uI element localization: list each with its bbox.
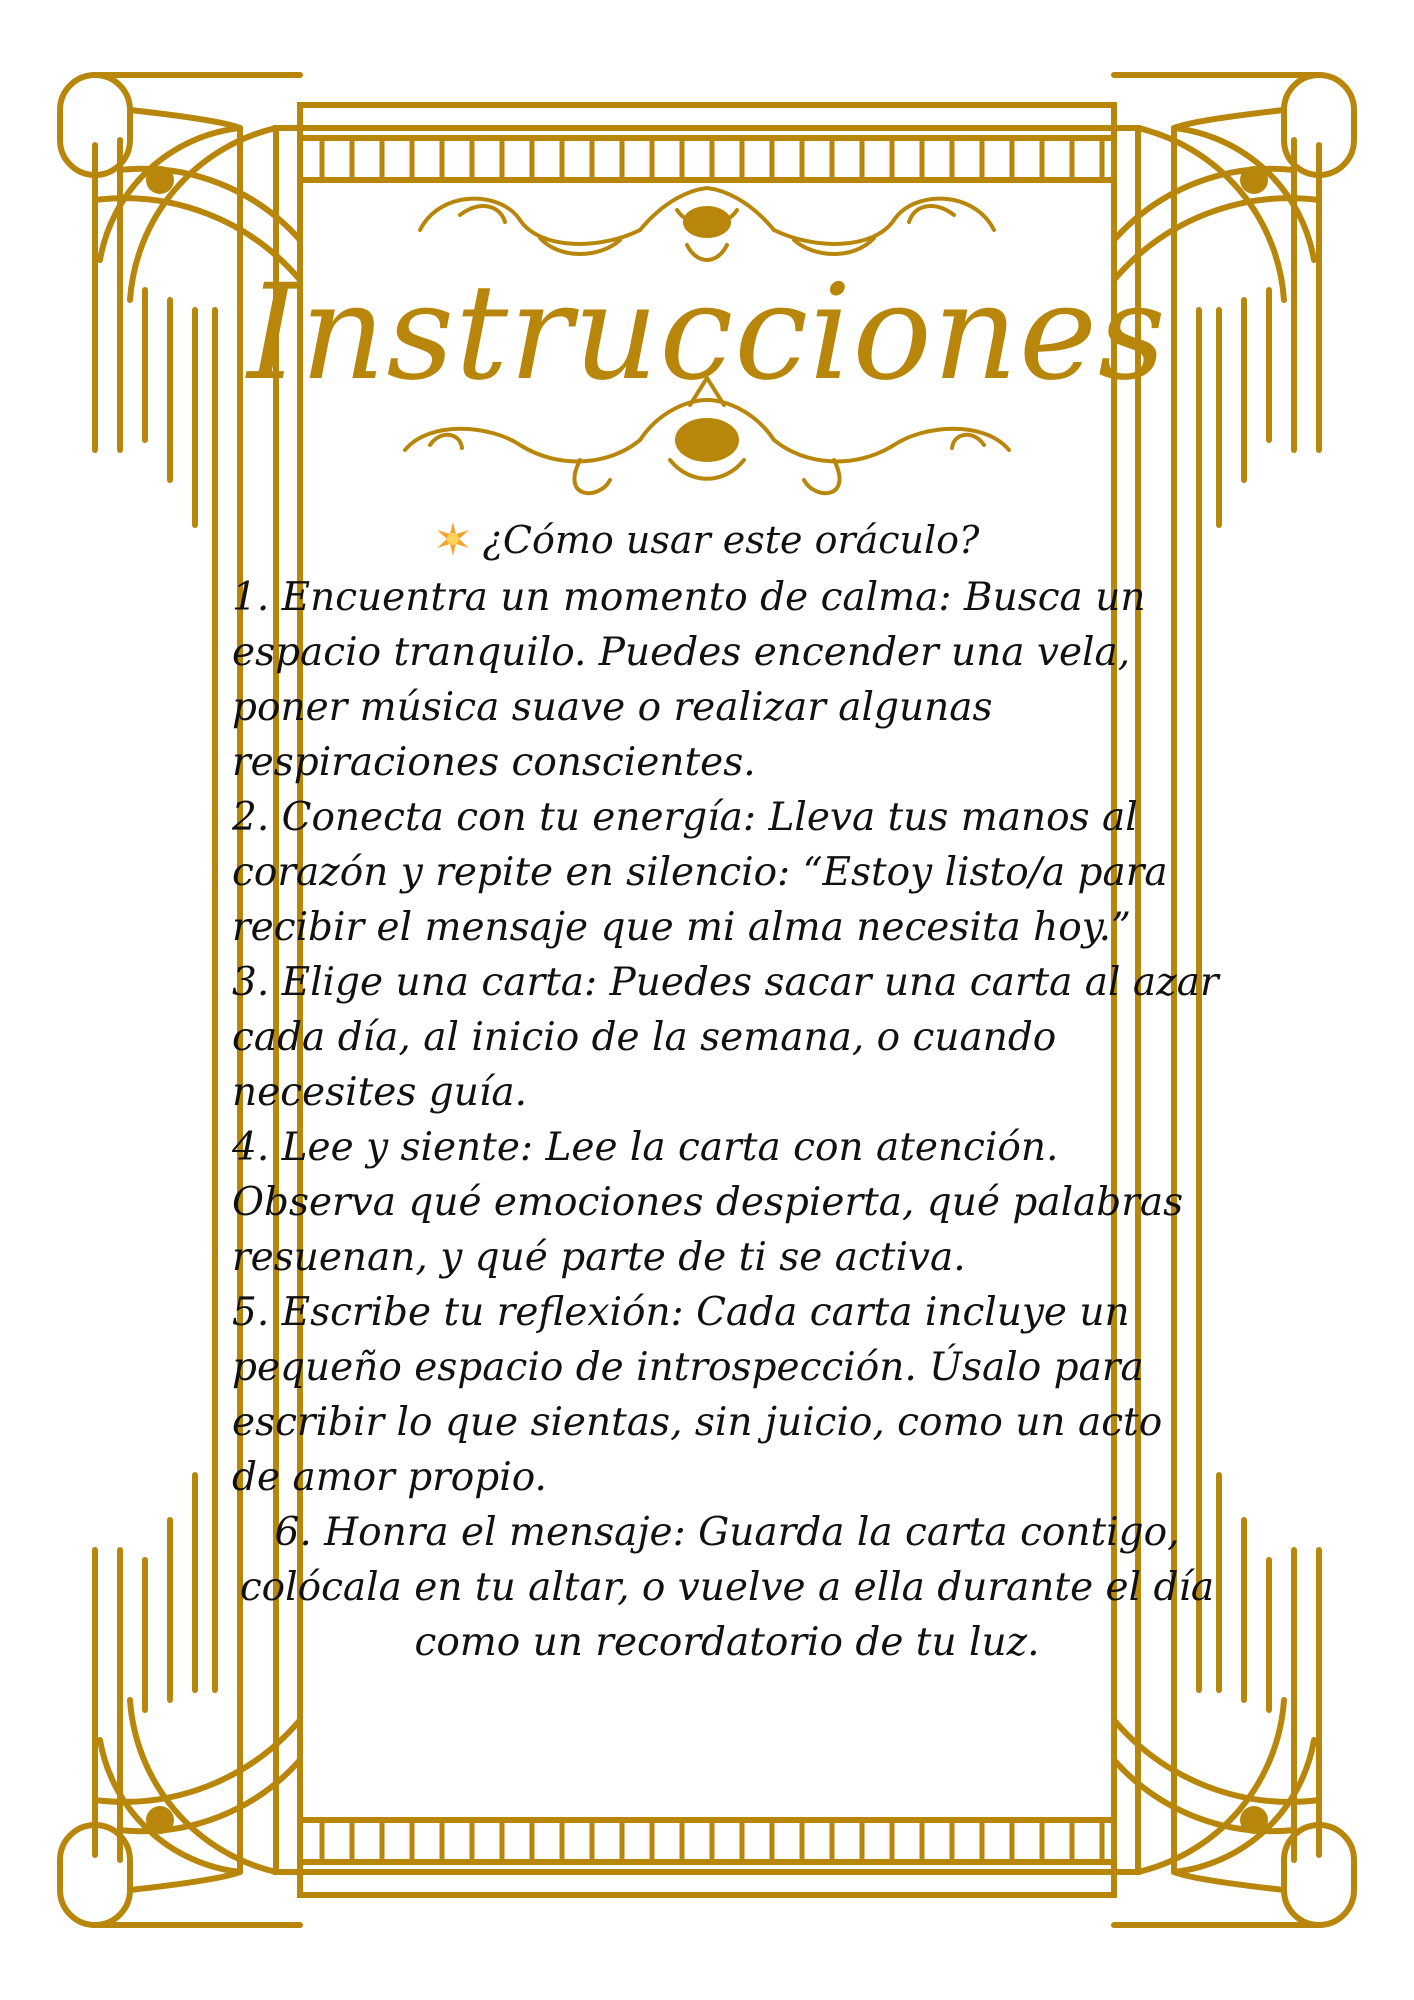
- corner-dot: [1240, 1806, 1268, 1834]
- corner-dot: [1240, 166, 1268, 194]
- instruction-step: 3. Elige una carta: Puedes sacar una carta al azar cada día, al inicio de la semana, o cuando necesites guía.: [232, 960, 1219, 1115]
- instruction-step: 4. Lee y siente: Lee la carta con atención. Observa qué emociones despierta, qué palabras resuenan, y qué parte de ti se activa.: [232, 1125, 1184, 1280]
- corner-dot: [146, 166, 174, 194]
- instruction-step: 6. Honra el mensaje: Guarda la carta contigo, colócala en tu altar, o vuelve a ella durante el día como un recordatorio de tu luz.: [239, 1510, 1215, 1665]
- top-ornament-icon: [420, 188, 994, 260]
- subtitle-text: ¿Cómo usar este oráculo?: [482, 518, 980, 562]
- instruction-step: 5. Escribe tu reflexión: Cada carta incluye un pequeño espacio de introspección. Úsalo para escribir lo que sientas, sin juicio, como un acto de amor propio.: [232, 1290, 1163, 1500]
- instruction-step: 1. Encuentra un momento de calma: Busca un espacio tranquilo. Puedes encender una vela, poner música suave o realizar algunas respiraciones conscientes.: [232, 575, 1146, 785]
- page-title: Instrucciones: [247, 256, 1167, 410]
- subtitle-row: [0, 515, 1414, 569]
- instructions-list: [232, 570, 1222, 1670]
- sparkle-star-icon: [435, 519, 471, 569]
- corner-dot: [146, 1806, 174, 1834]
- instruction-step: 2. Conecta con tu energía: Lleva tus manos al corazón y repite en silencio: “Estoy listo/a para recibir el mensaje que mi alma necesita hoy.”: [232, 795, 1168, 950]
